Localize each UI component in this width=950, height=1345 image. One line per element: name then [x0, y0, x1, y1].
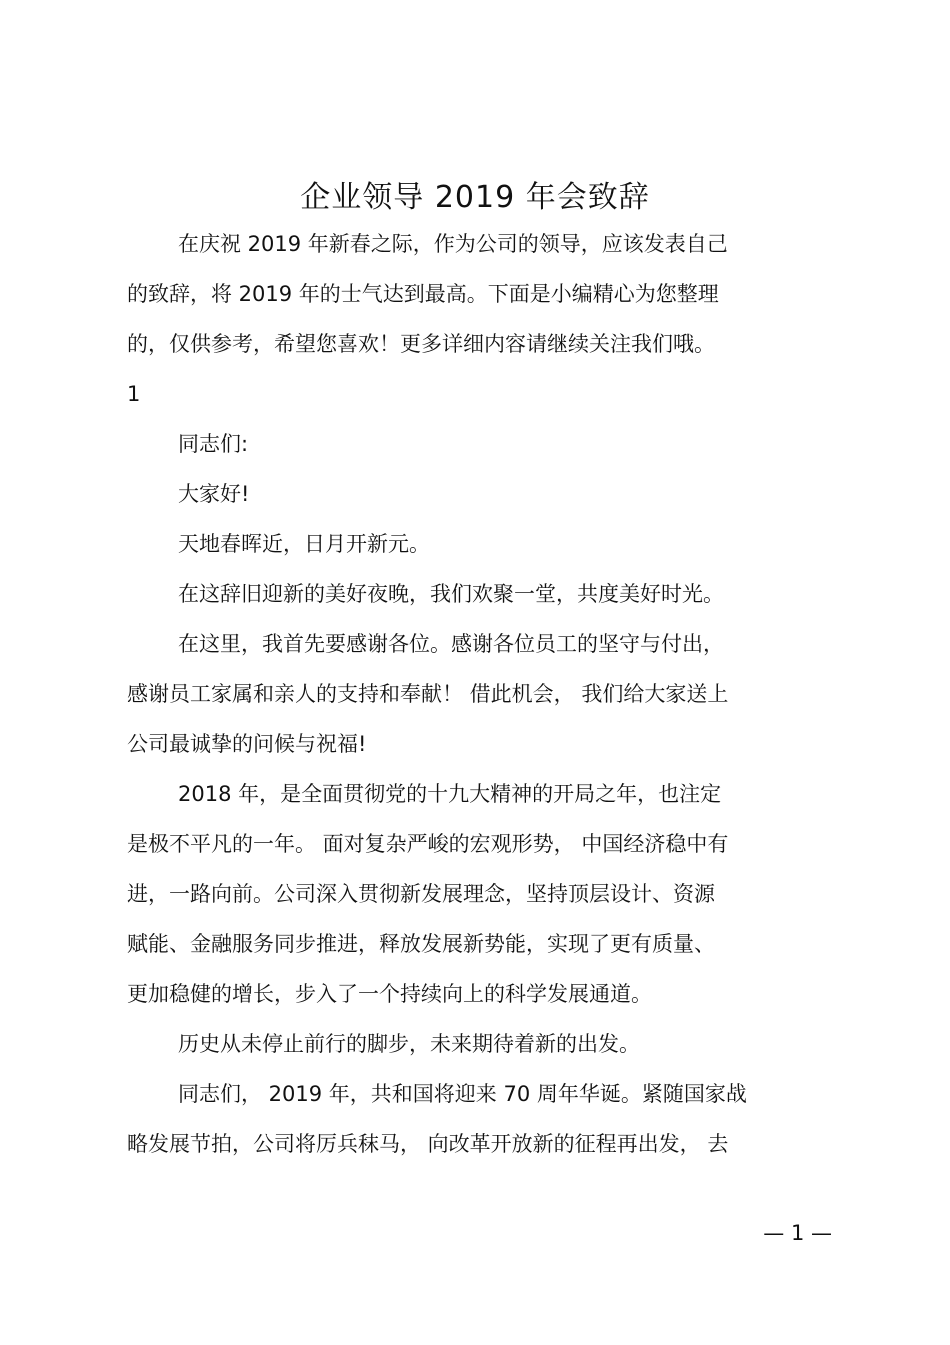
page-number: — 1 — [763, 1221, 832, 1245]
paragraph-line: 赋能、金融服务同步推进，释放发展新势能，实现了更有质量、 [127, 932, 715, 956]
paragraph-line: 略发展节拍，公司将厉兵秣马， 向改革开放新的征程再出发， 去 [127, 1132, 729, 1156]
paragraph-line: 在这辞旧迎新的美好夜晚，我们欢聚一堂，共度美好时光。 [178, 582, 724, 606]
paragraph-line: 的致辞，将 2019 年的士气达到最高。下面是小编精心为您整理 [127, 282, 719, 306]
paragraph-line: 同志们， 2019 年，共和国将迎来 70 周年华诞。紧随国家战 [178, 1082, 747, 1106]
paragraph-line: 的，仅供参考，希望您喜欢！更多详细内容请继续关注我们哦。 [127, 332, 715, 356]
paragraph-line: 2018 年，是全面贯彻党的十九大精神的开局之年，也注定 [178, 782, 722, 806]
salutation: 同志们: [178, 432, 249, 456]
paragraph-line: 是极不平凡的一年。 面对复杂严峻的宏观形势， 中国经济稳中有 [127, 832, 729, 856]
paragraph-line: 公司最诚挚的问候与祝福! [127, 732, 367, 756]
paragraph-line: 历史从未停止前行的脚步，未来期待着新的出发。 [178, 1032, 640, 1056]
document-title: 企业领导 2019 年会致辞 [300, 180, 650, 215]
paragraph-line: 感谢员工家属和亲人的支持和奉献！ 借此机会， 我们给大家送上 [127, 682, 729, 706]
paragraph-line: 进，一路向前。公司深入贯彻新发展理念，坚持顶层设计、资源 [127, 882, 715, 906]
greeting: 大家好! [178, 482, 250, 506]
section-number: 1 [127, 382, 141, 406]
paragraph-line: 更加稳健的增长，步入了一个持续向上的科学发展通道。 [127, 982, 652, 1006]
paragraph-line: 在这里，我首先要感谢各位。感谢各位员工的坚守与付出， [178, 632, 724, 656]
paragraph-line: 天地春晖近，日月开新元。 [178, 532, 430, 556]
paragraph-line: 在庆祝 2019 年新春之际，作为公司的领导，应该发表自己 [178, 232, 728, 256]
